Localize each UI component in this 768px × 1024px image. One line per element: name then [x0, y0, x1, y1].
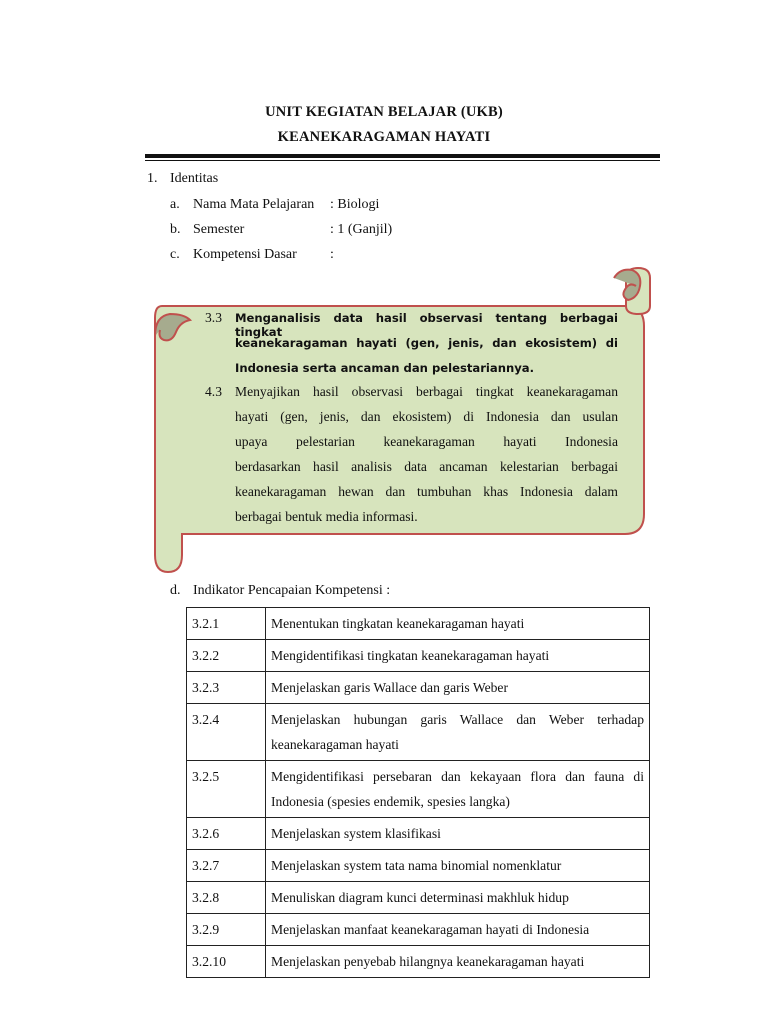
indicator-text: Menentukan tingkatan keanekaragaman hayati	[266, 608, 650, 640]
indicator-heading: Indikator Pencapaian Kompetensi :	[193, 583, 391, 598]
item-value-subject: : Biologi	[330, 197, 380, 212]
indicator-code: 3.2.9	[187, 914, 266, 946]
table-row	[187, 850, 650, 882]
table-row	[187, 608, 650, 640]
kd-3-3-number: 3.3	[205, 310, 222, 325]
kd-3-3-line-1: Menganalisis data hasil observasi tentang berbagai tingkat	[235, 311, 618, 339]
item-label-kd: Kompetensi Dasar	[193, 247, 297, 262]
indicator-text: Menjelaskan system klasifikasi	[266, 818, 650, 850]
table-row	[187, 914, 650, 946]
indicator-code: 3.2.7	[187, 850, 266, 882]
indicator-code: 3.2.1	[187, 608, 266, 640]
indicator-code: 3.2.10	[187, 946, 266, 978]
indicator-text: Mengidentifikasi tingkatan keanekaragaman hayati	[266, 640, 650, 672]
kd-4-3-line-6: berbagai bentuk media informasi.	[235, 509, 418, 524]
indicator-code: 3.2.6	[187, 818, 266, 850]
kd-4-3-number: 4.3	[205, 384, 222, 399]
indicator-text: Menjelaskan manfaat keanekaragaman hayati di Indonesia	[266, 914, 650, 946]
header-rule-thick	[145, 154, 660, 158]
indicator-text: Menuliskan diagram kunci determinasi makhluk hidup	[266, 882, 650, 914]
indicator-text: Menjelaskan system tata nama binomial nomenklatur	[266, 850, 650, 882]
item-value-kd: :	[330, 247, 334, 262]
table-row	[187, 761, 650, 818]
indicator-text: Menjelaskan penyebab hilangnya keanekaragaman hayati	[266, 946, 650, 978]
kd-4-3-line-5: keanekaragaman hewan dan tumbuhan khas Indonesia dalam	[235, 484, 618, 499]
item-label-subject: Nama Mata Pelajaran	[193, 197, 315, 212]
indicator-code: 3.2.8	[187, 882, 266, 914]
document-title: UNIT KEGIATAN BELAJAR (UKB)	[265, 104, 503, 120]
item-letter-c: c.	[170, 247, 180, 262]
indicator-text: Menjelaskan hubungan garis Wallace dan Weber terhadap keanekaragaman hayati	[266, 704, 650, 761]
indicator-code: 3.2.4	[187, 704, 266, 761]
kd-4-3-line-2: hayati (gen, jenis, dan ekosistem) di Indonesia dan usulan	[235, 409, 618, 424]
section-number: 1.	[147, 171, 158, 186]
indicator-text: Menjelaskan garis Wallace dan garis Weber	[266, 672, 650, 704]
indicator-code: 3.2.5	[187, 761, 266, 818]
indicator-code: 3.2.2	[187, 640, 266, 672]
table-row	[187, 640, 650, 672]
table-row	[187, 882, 650, 914]
item-letter-d: d.	[170, 583, 181, 598]
indicator-code: 3.2.3	[187, 672, 266, 704]
kd-3-3-line-3: Indonesia serta ancaman dan pelestariannya.	[235, 361, 535, 375]
document-subtitle: KEANEKARAGAMAN HAYATI	[277, 129, 491, 145]
kd-4-3-line-3: upaya pelestarian keanekaragaman hayati Indonesia	[235, 434, 618, 449]
header-rule-thin	[145, 160, 660, 161]
section-label: Identitas	[170, 171, 219, 186]
table-row	[187, 946, 650, 978]
indicator-text: Mengidentifikasi persebaran dan kekayaan flora dan fauna di Indonesia (spesies endemik, spesies langka)	[266, 761, 650, 818]
kd-3-3-line-2: keanekaragaman hayati (gen, jenis, dan ekosistem) di	[235, 336, 618, 350]
item-letter-b: b.	[170, 222, 181, 237]
table-row	[187, 704, 650, 761]
item-letter-a: a.	[170, 197, 180, 212]
item-value-semester: : 1 (Ganjil)	[330, 222, 393, 237]
item-label-semester: Semester	[193, 222, 245, 237]
indicator-table	[186, 607, 650, 978]
kd-4-3-line-4: berdasarkan hasil analisis data ancaman kelestarian berbagai	[235, 459, 618, 474]
kd-4-3-line-1: Menyajikan hasil observasi berbagai tingkat keanekaragaman	[235, 384, 618, 399]
table-row	[187, 818, 650, 850]
table-row	[187, 672, 650, 704]
